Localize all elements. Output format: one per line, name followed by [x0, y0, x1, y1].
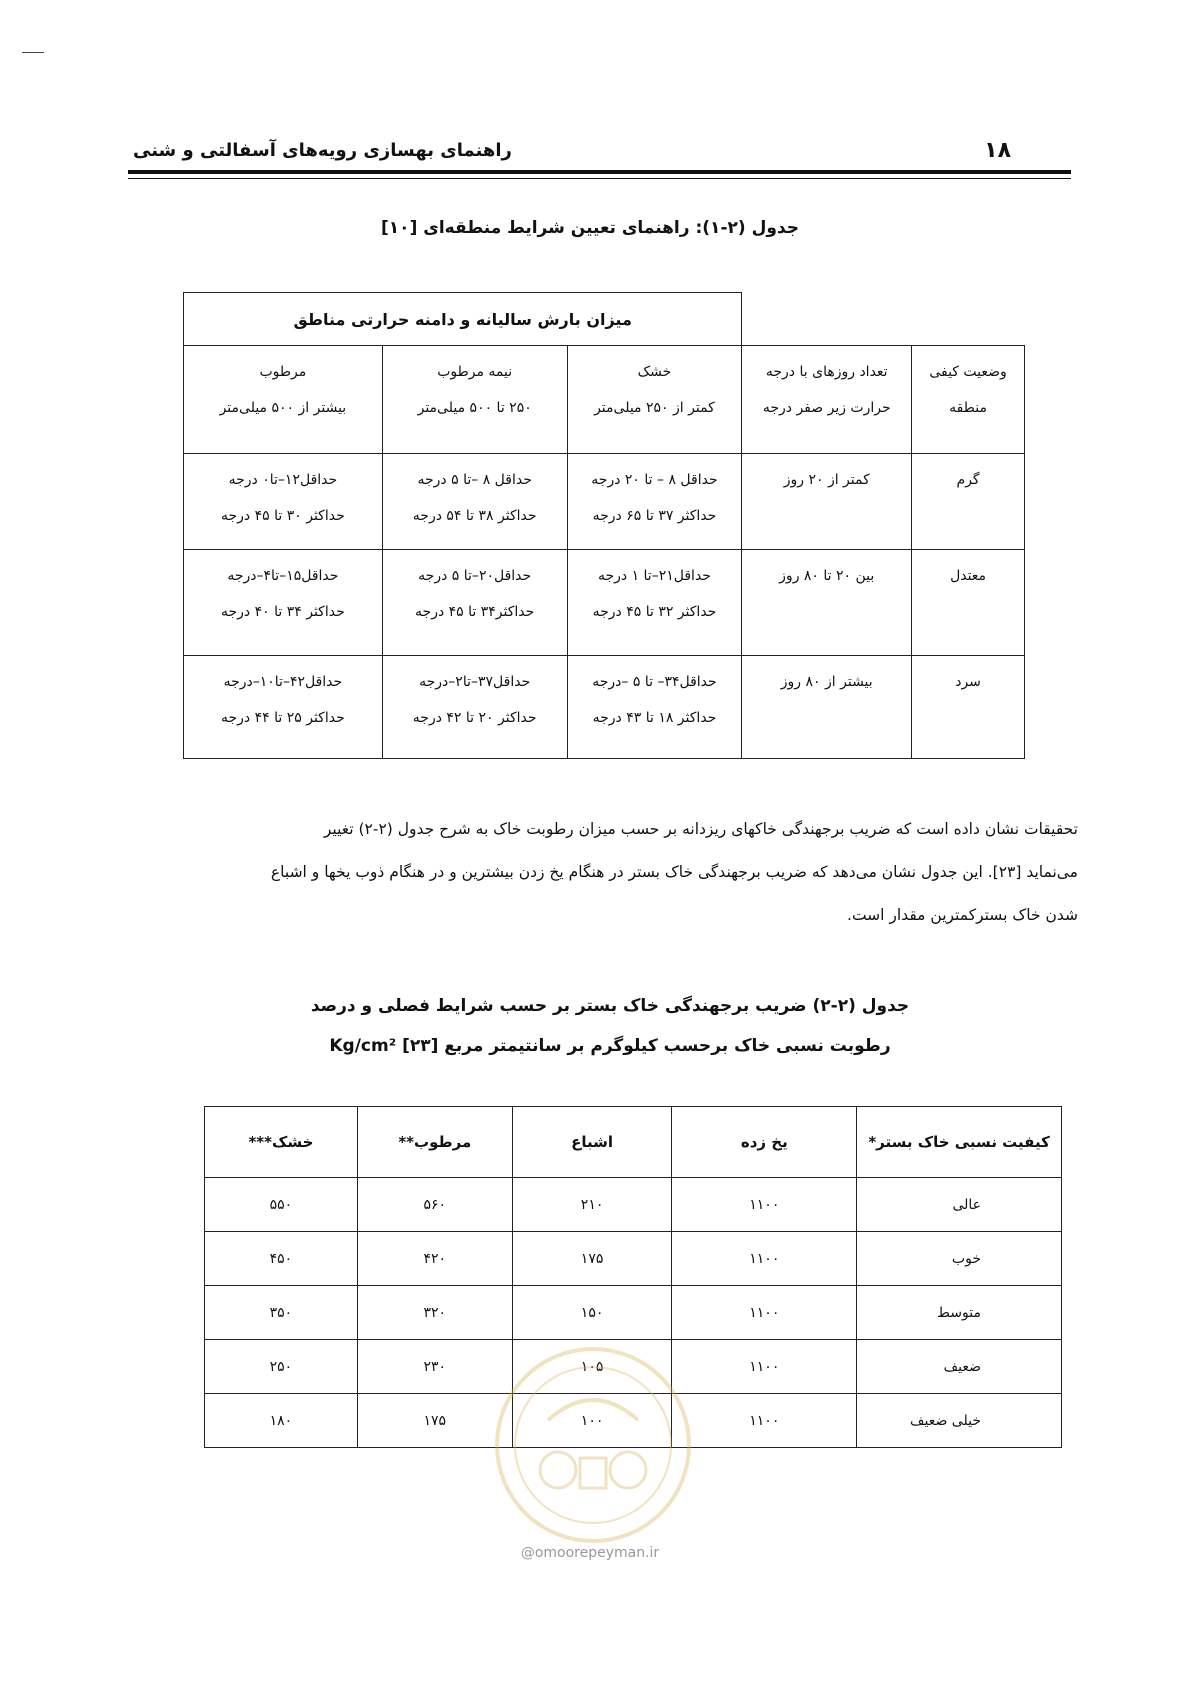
table2-header-cell: اشباع — [512, 1107, 672, 1178]
table1-header-cell: تعداد روزهای با درجه حرارت زیر صفر درجه — [742, 346, 912, 454]
humid-cell: حداقل۱۲–تا۰ درجه حداکثر ۳۰ تا ۴۵ درجه — [184, 454, 383, 550]
watermark-text: @omoorepeyman.ir — [520, 1545, 660, 1561]
table-row — [184, 656, 1025, 759]
table-row — [184, 550, 1025, 656]
table2-cell: ۱۱۰۰ — [672, 1286, 857, 1340]
table2-header-cell: خشک*** — [205, 1107, 358, 1178]
table1-header-cell: نیمه مرطوب ۲۵۰ تا ۵۰۰ میلی‌متر — [382, 346, 567, 454]
semi-humid-cell: حداقل۳۷–تا۲–درجه حداکثر ۲۰ تا ۴۲ درجه — [382, 656, 567, 759]
table2-cell: ۱۷۵ — [357, 1394, 512, 1448]
corner-mark — [22, 52, 44, 53]
table2-cell: خوب — [857, 1232, 1062, 1286]
table2-cell: ۱۱۰۰ — [672, 1340, 857, 1394]
page-number: ۱۸ — [984, 138, 1011, 163]
table2-cell: ۲۵۰ — [205, 1340, 358, 1394]
dry-cell: حداقل ۸ – تا ۲۰ درجه حداکثر ۳۷ تا ۶۵ درجه — [567, 454, 742, 550]
table2-header-cell: مرطوب** — [357, 1107, 512, 1178]
semi-humid-cell: حداقل ۸ –تا ۵ درجه حداکثر ۳۸ تا ۵۴ درجه — [382, 454, 567, 550]
days-cell: بین ۲۰ تا ۸۰ روز — [742, 550, 912, 656]
table2-cell: ضعیف — [857, 1340, 1062, 1394]
watermark-seal-icon — [488, 1340, 698, 1550]
semi-humid-cell: حداقل۲۰–تا ۵ درجه حداکثر۳۴ تا ۴۵ درجه — [382, 550, 567, 656]
table2-cell: ۱۵۰ — [512, 1286, 672, 1340]
table2-caption-line2: رطوبت نسبی خاک برحسب کیلوگرم بر سانتیمتر مربع Kg/cm² [۲۳] — [329, 1036, 891, 1056]
paragraph-line: شدن خاک بسترکمترین مقدار است. — [847, 906, 1078, 924]
table1-group-header: میزان بارش سالیانه و دامنه حرارتی مناطق — [184, 293, 742, 346]
table1-caption: جدول (۲-۱): راهنمای تعیین شرایط منطقه‌ای [۱۰] — [381, 218, 799, 238]
table2-cell: ۳۵۰ — [205, 1286, 358, 1340]
table2-cell: خیلی ضعیف — [857, 1394, 1062, 1448]
region-cell: گرم — [912, 454, 1025, 550]
table1-header-cell: مرطوب بیشتر از ۵۰۰ میلی‌متر — [184, 346, 383, 454]
table2-cell: ۱۱۰۰ — [672, 1232, 857, 1286]
table2-cell: ۲۱۰ — [512, 1178, 672, 1232]
days-cell: کمتر از ۲۰ روز — [742, 454, 912, 550]
table1-header-cell: وضعیت کیفی منطقه — [912, 346, 1025, 454]
dry-cell: حداقل۲۱–تا ۱ درجه حداکثر ۳۲ تا ۴۵ درجه — [567, 550, 742, 656]
header-rule-thick — [128, 170, 1071, 174]
table2-cell: ۳۲۰ — [357, 1286, 512, 1340]
table-row — [205, 1232, 1062, 1286]
table2-header-cell: یخ زده — [672, 1107, 857, 1178]
table2-cell: ۱۸۰ — [205, 1394, 358, 1448]
table2-cell: ۱۰۰ — [512, 1394, 672, 1448]
region-cell: سرد — [912, 656, 1025, 759]
table1-header-cell: خشک کمتر از ۲۵۰ میلی‌متر — [567, 346, 742, 454]
table-row — [184, 454, 1025, 550]
table2-cell: ۴۵۰ — [205, 1232, 358, 1286]
table2-caption-line1: جدول (۲-۲) ضریب برجهندگی خاک بستر بر حسب شرایط فصلی و درصد — [310, 996, 910, 1016]
table2-cell: ۴۲۰ — [357, 1232, 512, 1286]
table2-header-cell: کیفیت نسبی خاک بستر* — [857, 1107, 1062, 1178]
body-paragraph — [120, 808, 1078, 937]
paragraph-line: می‌نماید [۲۳]. این جدول نشان می‌دهد که ضریب برجهندگی خاک بستر در هنگام یخ زدن بیشترین و در هنگام ذوب یخها و اشباع — [270, 863, 1078, 881]
table2-cell: عالی — [857, 1178, 1062, 1232]
table-row — [205, 1286, 1062, 1340]
table2-cell: ۱۷۵ — [512, 1232, 672, 1286]
table2-cell: متوسط — [857, 1286, 1062, 1340]
table1 — [183, 292, 1025, 759]
dry-cell: حداقل۳۴– تا ۵ –درجه حداکثر ۱۸ تا ۴۳ درجه — [567, 656, 742, 759]
days-cell: بیشتر از ۸۰ روز — [742, 656, 912, 759]
table-row — [205, 1178, 1062, 1232]
table2-cell: ۵۶۰ — [357, 1178, 512, 1232]
region-cell: معتدل — [912, 550, 1025, 656]
running-title: راهنمای بهسازی رویه‌های آسفالتی و شنی — [133, 140, 512, 161]
table2-cell: ۱۱۰۰ — [672, 1178, 857, 1232]
table2-cell: ۱۰۵ — [512, 1340, 672, 1394]
header-rule-thin — [128, 178, 1071, 179]
paragraph-line: تحقیقات نشان داده است که ضریب برجهندگی خاکهای ریزدانه بر حسب میزان رطوبت خاک به شرح جدول (۲-۲) تغییر — [323, 820, 1078, 838]
table2-cell: ۱۱۰۰ — [672, 1394, 857, 1448]
humid-cell: حداقل۱۵–تا۴–درجه حداکثر ۳۴ تا ۴۰ درجه — [184, 550, 383, 656]
table2-cell: ۵۵۰ — [205, 1178, 358, 1232]
table2-cell: ۲۳۰ — [357, 1340, 512, 1394]
humid-cell: حداقل۴۲–تا۱۰–درجه حداکثر ۲۵ تا ۴۴ درجه — [184, 656, 383, 759]
